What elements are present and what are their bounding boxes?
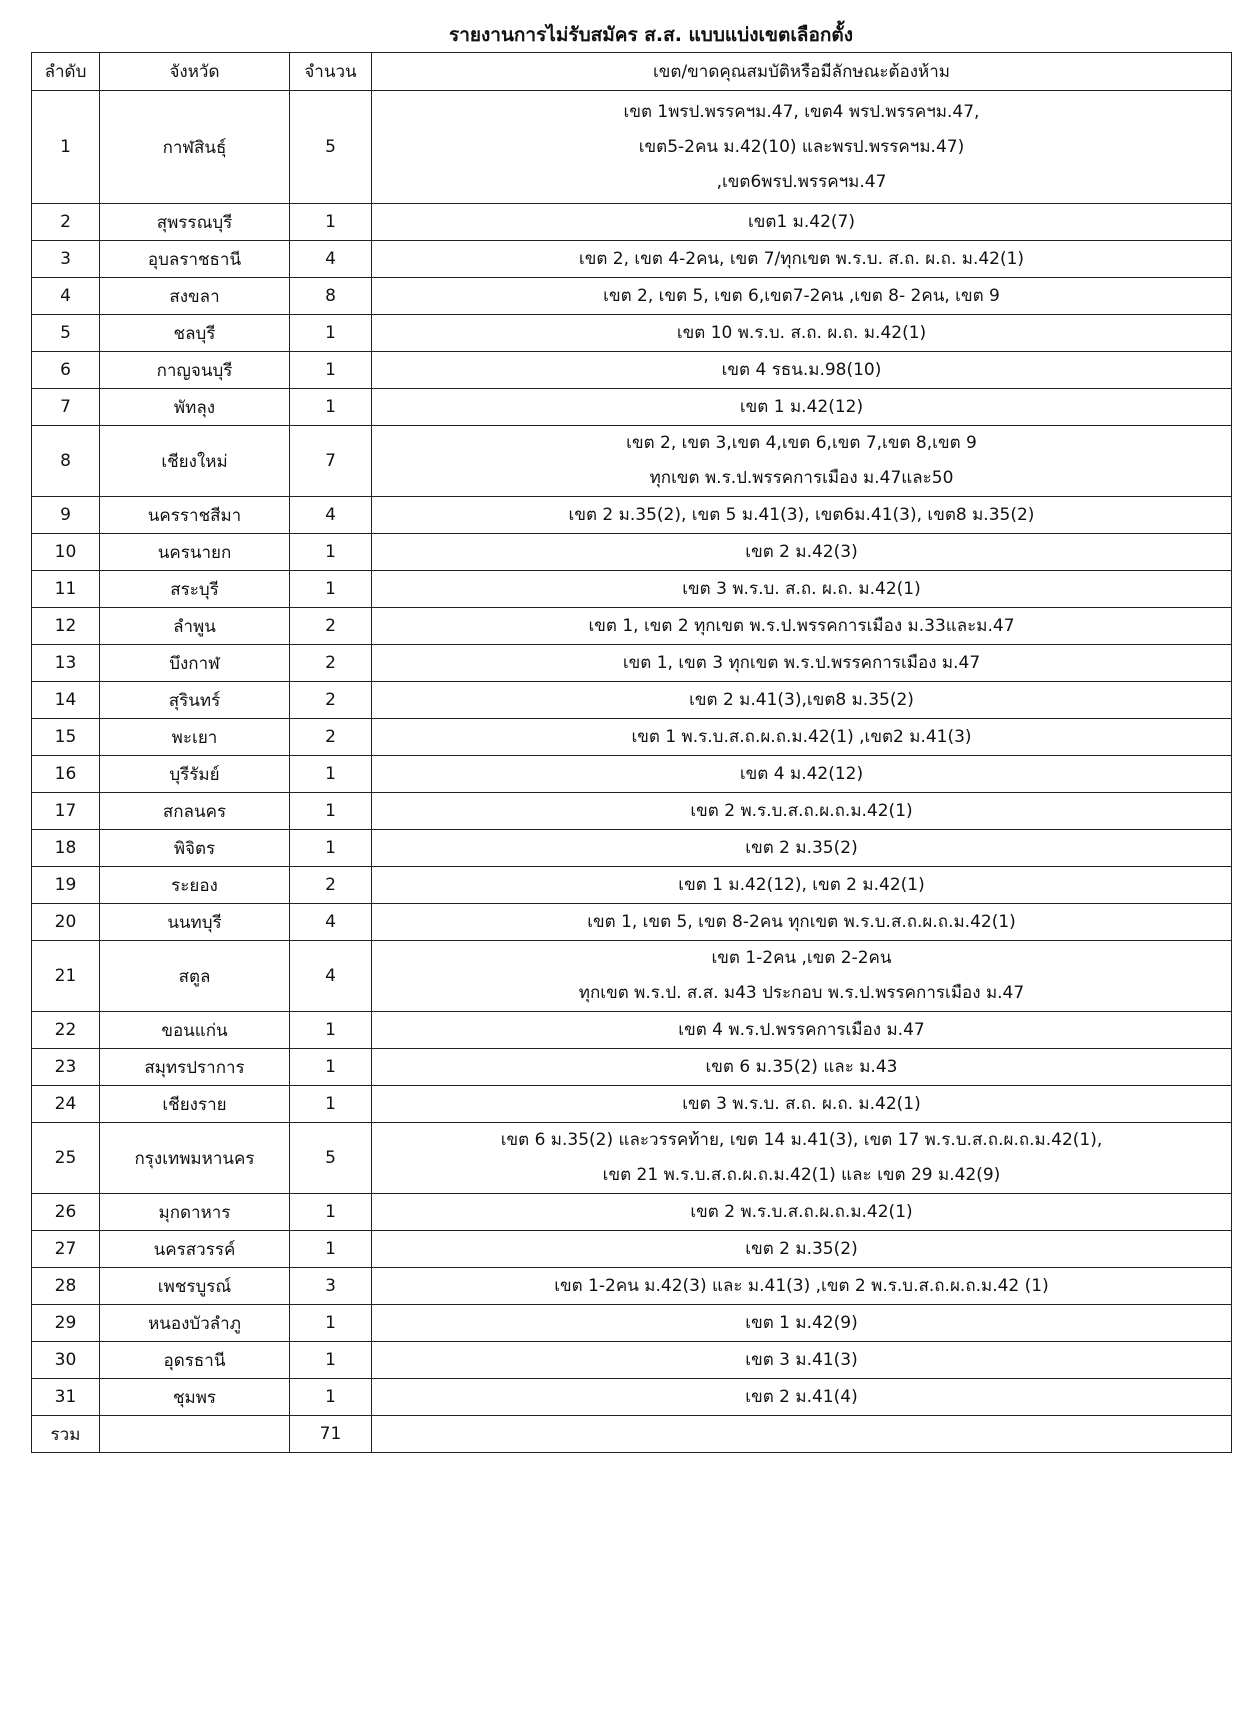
row-count: 1 [290,204,372,241]
row-count: 4 [290,904,372,941]
table-row [32,426,1232,497]
row-province: นนทบุรี [100,904,290,941]
row-order: 31 [32,1379,100,1416]
row-detail [372,793,1232,830]
row-detail-line: เขต 2 ม.42(3) [745,541,858,562]
row-detail-line: ทุกเขต พ.ร.ป.พรรคการเมือง ม.47และ50 [649,468,954,488]
row-detail [372,91,1232,204]
row-detail [372,389,1232,426]
row-detail-line: เขต 3 ม.41(3) [745,1349,858,1370]
row-detail [372,1194,1232,1231]
row-detail [372,315,1232,352]
row-order: 18 [32,830,100,867]
row-province: นครราชสีมา [100,497,290,534]
row-detail [372,1086,1232,1123]
row-detail-line: เขต 1-2คน ,เขต 2-2คน [711,948,892,968]
row-order: 20 [32,904,100,941]
row-detail [372,352,1232,389]
table-row [32,1305,1232,1342]
row-detail [372,278,1232,315]
row-province: บุรีรัมย์ [100,756,290,793]
row-detail [372,830,1232,867]
row-count: 8 [290,278,372,315]
row-count: 7 [290,426,372,497]
row-order: 14 [32,682,100,719]
row-detail-line: เขต 2 ม.35(2) [745,1238,858,1259]
row-detail [372,1305,1232,1342]
report-page [31,18,1231,1453]
row-province: บึงกาฬ [100,645,290,682]
header-province: จังหวัด [100,53,290,91]
table-row [32,1231,1232,1268]
row-detail-line: เขต 6 ม.35(2) และ ม.43 [705,1056,898,1077]
row-detail-line: เขต 1พรป.พรรคฯม.47, เขต4 พรป.พรรคฯม.47, [623,101,980,122]
row-detail-line: เขต 3 พ.ร.บ. ส.ถ. ผ.ถ. ม.42(1) [682,578,921,599]
row-order: 9 [32,497,100,534]
table-row [32,904,1232,941]
row-detail-line: เขต5-2คน ม.42(10) และพรป.พรรคฯม.47) [638,136,965,157]
table-row [32,867,1232,904]
row-count: 1 [290,571,372,608]
table-row [32,1086,1232,1123]
table-row [32,645,1232,682]
row-province: นครนายก [100,534,290,571]
row-province: สระบุรี [100,571,290,608]
row-order: 25 [32,1123,100,1194]
total-count: 71 [290,1416,372,1453]
table-row [32,1342,1232,1379]
row-detail-line: เขต 2 พ.ร.บ.ส.ถ.ผ.ถ.ม.42(1) [690,1201,913,1222]
row-province: ลำพูน [100,608,290,645]
row-detail-line: เขต 4 พ.ร.ป.พรรคการเมือง ม.47 [678,1019,925,1040]
row-province: เชียงราย [100,1086,290,1123]
row-detail [372,1231,1232,1268]
table-row [32,389,1232,426]
row-province: ระยอง [100,867,290,904]
row-province: เพชรบูรณ์ [100,1268,290,1305]
row-detail [372,608,1232,645]
row-detail [372,1123,1232,1194]
row-count: 1 [290,830,372,867]
row-count: 1 [290,315,372,352]
row-detail-line: เขต 4 ม.42(12) [739,763,864,784]
row-detail [372,426,1232,497]
row-order: 11 [32,571,100,608]
row-province: อุดรธานี [100,1342,290,1379]
row-detail-line: เขต 2 ม.35(2), เขต 5 ม.41(3), เขต6ม.41(3), เขต8 ม.35(2) [568,504,1035,525]
row-detail-line: เขต 1, เขต 3 ทุกเขต พ.ร.ป.พรรคการเมือง ม.47 [622,652,981,673]
row-province: สกลนคร [100,793,290,830]
row-count: 1 [290,389,372,426]
row-count: 2 [290,867,372,904]
row-order: 5 [32,315,100,352]
row-province: หนองบัวลำภู [100,1305,290,1342]
row-count: 1 [290,1194,372,1231]
row-count: 1 [290,1231,372,1268]
row-detail [372,719,1232,756]
row-detail-line: เขต 1, เขต 2 ทุกเขต พ.ร.ป.พรรคการเมือง ม.33และม.47 [588,615,1015,636]
row-count: 1 [290,1086,372,1123]
row-order: 21 [32,941,100,1012]
row-province: กาฬสินธุ์ [100,91,290,204]
row-province: พะเยา [100,719,290,756]
row-detail-line: เขต 1 ม.42(9) [745,1312,858,1333]
table-row [32,793,1232,830]
row-province: เชียงใหม่ [100,426,290,497]
table-row [32,278,1232,315]
row-order: 28 [32,1268,100,1305]
row-detail-line: เขต 1 พ.ร.บ.ส.ถ.ผ.ถ.ม.42(1) ,เขต2 ม.41(3) [631,726,972,747]
row-province: ชุมพร [100,1379,290,1416]
row-count: 1 [290,1342,372,1379]
row-detail [372,1049,1232,1086]
row-province: กรุงเทพมหานคร [100,1123,290,1194]
row-order: 23 [32,1049,100,1086]
total-row [32,1416,1232,1453]
table-row [32,608,1232,645]
table-row [32,315,1232,352]
row-detail-line: ,เขต6พรป.พรรคฯม.47 [716,171,887,192]
row-detail [372,645,1232,682]
row-detail [372,1379,1232,1416]
row-order: 8 [32,426,100,497]
row-province: ขอนแก่น [100,1012,290,1049]
row-order: 1 [32,91,100,204]
row-order: 6 [32,352,100,389]
table-header-row [32,53,1232,91]
row-detail [372,1268,1232,1305]
report-table [31,52,1232,1453]
row-order: 12 [32,608,100,645]
table-row [32,941,1232,1012]
row-order: 29 [32,1305,100,1342]
row-count: 1 [290,1379,372,1416]
row-count: 1 [290,756,372,793]
row-detail-line: เขต 2, เขต 4-2คน, เขต 7/ทุกเขต พ.ร.บ. ส.ถ. ผ.ถ. ม.42(1) [578,248,1025,269]
row-count: 2 [290,682,372,719]
row-count: 4 [290,941,372,1012]
row-province: นครสวรรค์ [100,1231,290,1268]
row-count: 1 [290,352,372,389]
row-province: สมุทรปราการ [100,1049,290,1086]
table-row [32,241,1232,278]
row-order: 10 [32,534,100,571]
row-order: 30 [32,1342,100,1379]
table-body [32,91,1232,1416]
row-order: 22 [32,1012,100,1049]
table-row [32,719,1232,756]
row-count: 5 [290,1123,372,1194]
table-row [32,91,1232,204]
row-detail-line: เขต 1 ม.42(12) [739,396,864,417]
table-row [32,534,1232,571]
row-detail [372,1342,1232,1379]
row-detail [372,204,1232,241]
row-count: 1 [290,1012,372,1049]
row-province: ชลบุรี [100,315,290,352]
row-detail [372,571,1232,608]
row-province: พัทลุง [100,389,290,426]
row-detail-line: เขต 6 ม.35(2) และวรรคท้าย, เขต 14 ม.41(3), เขต 17 พ.ร.บ.ส.ถ.ผ.ถ.ม.42(1), [500,1130,1103,1150]
row-order: 13 [32,645,100,682]
row-detail-line: เขต 10 พ.ร.บ. ส.ถ. ผ.ถ. ม.42(1) [676,322,927,343]
table-row [32,1123,1232,1194]
row-detail-line: เขต 2 ม.41(3),เขต8 ม.35(2) [689,689,914,710]
table-row [32,352,1232,389]
table-row [32,1268,1232,1305]
row-detail-line: เขต 1, เขต 5, เขต 8-2คน ทุกเขต พ.ร.บ.ส.ถ.ผ.ถ.ม.42(1) [587,911,1016,932]
table-row [32,1194,1232,1231]
row-detail-line: เขต 1 ม.42(12), เขต 2 ม.42(1) [678,874,925,895]
table-row [32,1049,1232,1086]
row-count: 1 [290,534,372,571]
row-detail-line: เขต 1-2คน ม.42(3) และ ม.41(3) ,เขต 2 พ.ร.บ.ส.ถ.ผ.ถ.ม.42 (1) [554,1275,1049,1296]
row-count: 4 [290,497,372,534]
row-province: สตูล [100,941,290,1012]
row-detail-line: เขต 2 ม.41(4) [745,1386,858,1407]
row-detail [372,1012,1232,1049]
row-detail [372,904,1232,941]
row-province: สงขลา [100,278,290,315]
row-detail [372,682,1232,719]
table-row [32,204,1232,241]
row-province: อุบลราชธานี [100,241,290,278]
row-detail [372,241,1232,278]
row-detail-line: เขต 3 พ.ร.บ. ส.ถ. ผ.ถ. ม.42(1) [682,1093,921,1114]
row-province: สุพรรณบุรี [100,204,290,241]
total-detail-empty [372,1416,1232,1453]
row-order: 26 [32,1194,100,1231]
row-province: สุรินทร์ [100,682,290,719]
row-order: 7 [32,389,100,426]
row-detail [372,941,1232,1012]
row-count: 2 [290,608,372,645]
report-title: รายงานการไม่รับสมัคร ส.ส. แบบแบ่งเขตเลือกตั้ง [448,24,853,46]
row-count: 1 [290,1049,372,1086]
header-order: ลำดับ [32,53,100,91]
row-province: กาญจนบุรี [100,352,290,389]
row-order: 27 [32,1231,100,1268]
row-detail [372,497,1232,534]
row-detail-line: เขต 2 ม.35(2) [745,837,858,858]
row-detail-line: เขต 2, เขต 3,เขต 4,เขต 6,เขต 7,เขต 8,เขต 9 [626,433,977,453]
row-detail-line: เขต 21 พ.ร.บ.ส.ถ.ผ.ถ.ม.42(1) และ เขต 29 ม.42(9) [602,1165,1001,1185]
table-row [32,830,1232,867]
table-row [32,1379,1232,1416]
row-count: 2 [290,719,372,756]
row-detail-line: เขต1 ม.42(7) [747,211,855,232]
table-row [32,756,1232,793]
row-order: 3 [32,241,100,278]
row-detail [372,756,1232,793]
row-order: 16 [32,756,100,793]
row-detail-line: เขต 2 พ.ร.บ.ส.ถ.ผ.ถ.ม.42(1) [690,800,913,821]
row-province: พิจิตร [100,830,290,867]
total-label: รวม [32,1416,100,1453]
header-detail: เขต/ขาดคุณสมบัติหรือมีลักษณะต้องห้าม [372,53,1232,91]
row-detail [372,534,1232,571]
row-detail-line: เขต 4 รธน.ม.98(10) [721,359,882,380]
row-province: มุกดาหาร [100,1194,290,1231]
header-count: จำนวน [290,53,372,91]
row-count: 1 [290,1305,372,1342]
row-count: 3 [290,1268,372,1305]
table-row [32,1012,1232,1049]
row-detail-line: ทุกเขต พ.ร.ป. ส.ส. ม43 ประกอบ พ.ร.ป.พรรคการเมือง ม.47 [578,983,1025,1003]
row-detail-line: เขต 2, เขต 5, เขต 6,เขต7-2คน ,เขต 8- 2คน, เขต 9 [603,285,1000,306]
row-order: 24 [32,1086,100,1123]
table-row [32,571,1232,608]
row-detail [372,867,1232,904]
row-order: 2 [32,204,100,241]
row-order: 4 [32,278,100,315]
table-row [32,682,1232,719]
row-count: 5 [290,91,372,204]
row-order: 17 [32,793,100,830]
row-order: 15 [32,719,100,756]
row-count: 2 [290,645,372,682]
row-order: 19 [32,867,100,904]
total-province-empty [100,1416,290,1453]
table-row [32,497,1232,534]
row-count: 1 [290,793,372,830]
row-count: 4 [290,241,372,278]
